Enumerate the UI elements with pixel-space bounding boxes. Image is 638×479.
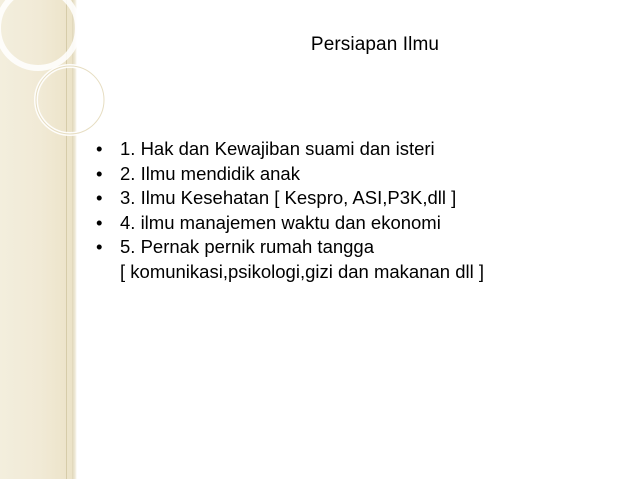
list-item-text: 1. Hak dan Kewajiban suami dan isteri (120, 138, 435, 159)
bullet-icon: • (96, 236, 103, 257)
ring-large (0, 0, 78, 68)
bullet-icon: • (96, 187, 103, 208)
list-item-text: 2. Ilmu mendidik anak (120, 162, 300, 184)
list-item-text: 3. Ilmu Kesehatan [ Kespro, ASI,P3K,dll ] (120, 187, 457, 208)
list-item-text: 5. Pernak pernik rumah tangga (120, 236, 375, 257)
list-item (96, 162, 616, 187)
list-item-text: 4. ilmu manajemen waktu dan ekonomi (120, 211, 441, 233)
bullet-icon: • (96, 138, 103, 159)
slide-title: Persiapan Ilmu (310, 34, 440, 55)
bullet-icon: • (96, 211, 103, 233)
list-item (96, 235, 616, 284)
ring-medium-outline (36, 66, 104, 134)
bullet-icon: • (96, 162, 103, 184)
list-item (96, 186, 616, 211)
list-item (96, 137, 616, 162)
list-item (96, 211, 616, 236)
list-item-continuation: [ komunikasi,psikologi,gizi dan makanan dll ] (120, 260, 485, 282)
bullet-list (96, 137, 616, 284)
